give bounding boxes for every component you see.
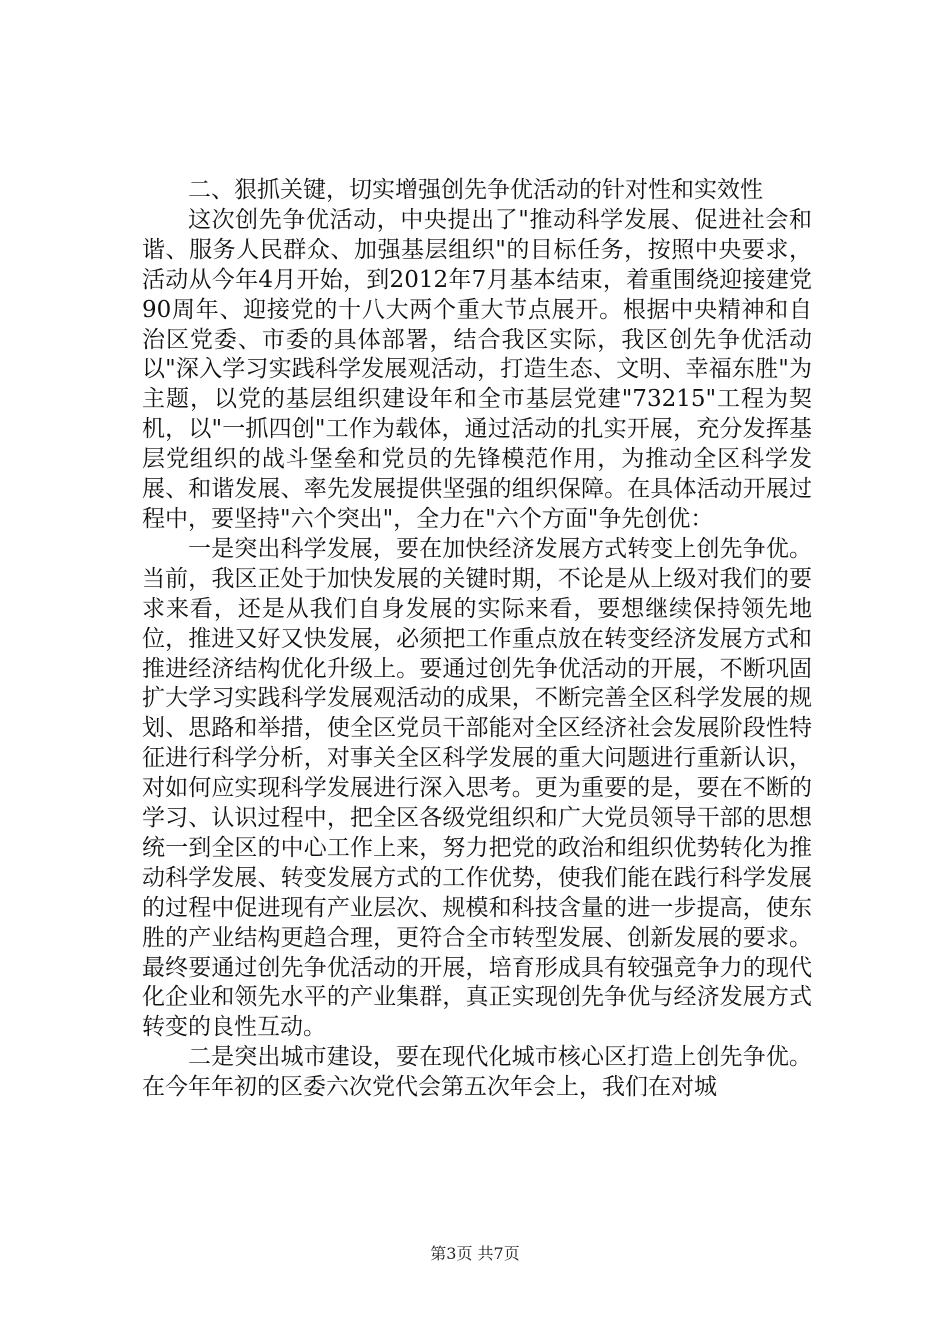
section-heading: 二、狠抓关键，切实增强创先争优活动的针对性和实效性 <box>188 177 763 203</box>
page-footer: 第3页 共7页 <box>430 1244 520 1263</box>
paragraph-science-development: 一是突出科学发展，要在加快经济发展方式转变上创先争优。当前，我区正处于加快发展的关键时期，不论是从上级对我们的要求来看，还是从我们自身发展的实际来看，要想继续保持领先地位，推进又好又快发展，必须把工作重点放在转变经济发展方式和推进经济结构优化升级上。要通过创先争优活动的开展，不断巩固扩大学习实践科学发展观活动的成果，不断完善全区科学发展的规划、思路和举措，使全区党员干部能对全区经济社会发展阶段性特征进行科学分析，对事关全区科学发展的重大问题进行重新认识，对如何应实现科学发展进行深入思考。更为重要的是，要在不断的学习、认识过程中，把全区各级党组织和广大党员领导干部的思想统一到全区的中心工作上来，努力把党的政治和组织优势转化为推动科学发展、转变发展方式的工作优势，使我们能在践行科学发展的过程中促进现有产业层次、规模和科技含量的进一步提高，使东胜的产业结构更趋合理，更符合全市转型发展、创新发展的要求。最终要通过创先争优活动的开展，培育形成具有较强竞争力的现代化企业和领先水平的产业集群，真正实现创先争优与经济发展方式转变的良性互动。 <box>142 535 812 1041</box>
document-body <box>142 176 812 1103</box>
paragraph-city-construction: 二是突出城市建设，要在现代化城市核心区打造上创先争优。在今年年初的区委六次党代会第五次年会上，我们在对城 <box>142 1044 812 1101</box>
paragraph-intro: 这次创先争优活动，中央提出了"推动科学发展、促进社会和谐、服务人民群众、加强基层组织"的目标任务，按照中央要求，活动从今年4月开始，到2012年7月基本结束，着重围绕迎接建党90周年、迎接党的十八大两个重大节点展开。根据中央精神和自治区党委、市委的具体部署，结合我区实际，我区创先争优活动以"深入学习实践科学发展观活动，打造生态、文明、幸福东胜"为主题，以党的基层组织建设年和全市基层党建"73215"工程为契机，以"一抓四创"工作为载体，通过活动的扎实开展，充分发挥基层党组织的战斗堡垒和党员的先锋模范作用，为推动全区科学发展、和谐发展、率先发展提供坚强的组织保障。在具体活动开展过程中，要坚持"六个突出"，全力在"六个方面"争先创优： <box>142 206 812 532</box>
